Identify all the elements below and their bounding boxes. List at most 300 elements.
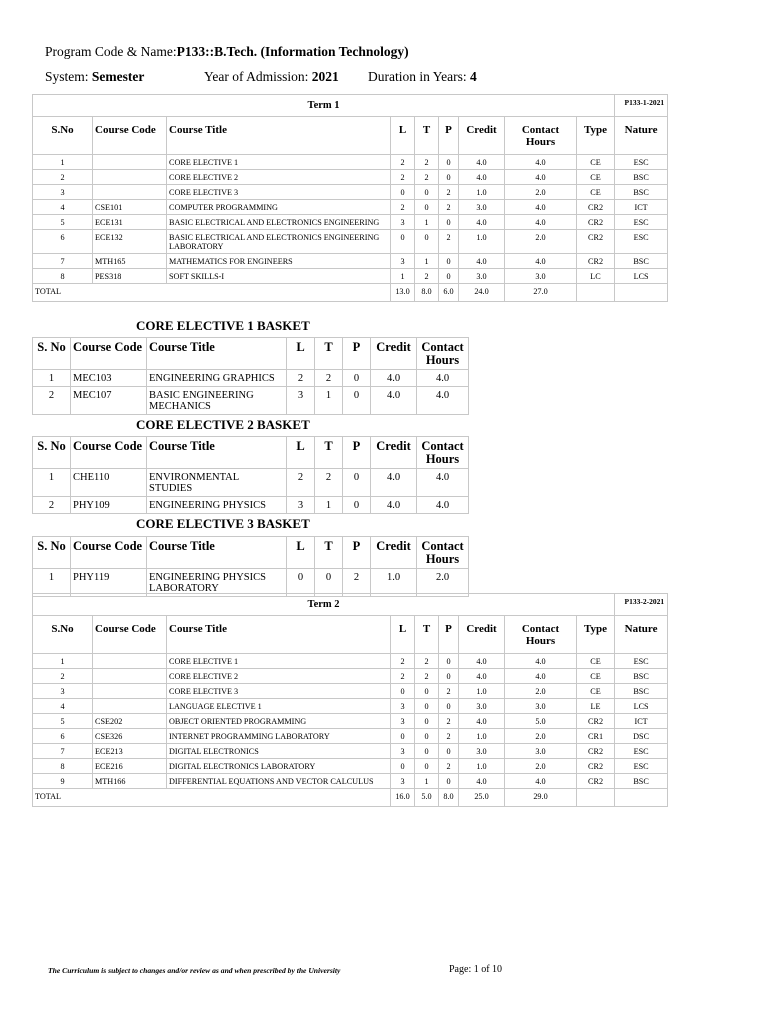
table-cell: LCS [615, 699, 668, 714]
table-cell: 0 [415, 759, 439, 774]
table-row [33, 200, 668, 215]
table-cell: 2.0 [505, 185, 577, 200]
table-cell [93, 654, 167, 669]
table-cell: 2 [315, 469, 343, 497]
column-header: P [439, 117, 459, 155]
table-row [33, 230, 668, 254]
curriculum-note: The Curriculum is subject to changes and/or review as and when prescribed by the University [48, 966, 341, 975]
basket-header-row [33, 437, 469, 469]
term-code: P133-1-2021 [615, 95, 668, 117]
column-header: S.No [33, 616, 93, 654]
table-cell: 4.0 [505, 254, 577, 269]
table-cell: ICT [615, 714, 668, 729]
table-cell: DIGITAL ELECTRONICS LABORATORY [167, 759, 391, 774]
table-cell: ESC [615, 230, 668, 254]
table-cell: MATHEMATICS FOR ENGINEERS [167, 254, 391, 269]
basket-3-table [32, 536, 469, 597]
column-header: T [315, 437, 343, 469]
table-cell: CHE110 [71, 469, 147, 497]
table-cell: CSE202 [93, 714, 167, 729]
total-empty-nature [615, 789, 668, 807]
column-header: Course Title [167, 117, 391, 155]
table-row [33, 185, 668, 200]
table-cell [93, 170, 167, 185]
table-cell: LCS [615, 269, 668, 284]
column-header: Contact Hours [417, 437, 469, 469]
basket-header-row [33, 537, 469, 569]
duration-header [368, 69, 477, 85]
column-header: Contact Hours [505, 616, 577, 654]
table-cell: 3 [33, 185, 93, 200]
table-cell: CR2 [577, 714, 615, 729]
table-cell: 4.0 [417, 370, 469, 387]
table-cell: 4.0 [417, 497, 469, 514]
table-cell: 3.0 [459, 200, 505, 215]
total-label: TOTAL [33, 284, 391, 302]
table-cell: CSE101 [93, 200, 167, 215]
table-cell: 0 [415, 699, 439, 714]
table-cell: 3 [391, 254, 415, 269]
column-header: Contact Hours [505, 117, 577, 155]
table-cell: 2.0 [505, 759, 577, 774]
table-cell: 8 [33, 759, 93, 774]
term-title: Term 1 [33, 95, 615, 117]
column-header: Course Title [147, 338, 287, 370]
table-cell: BSC [615, 684, 668, 699]
table-row [33, 654, 668, 669]
column-header: L [391, 616, 415, 654]
column-header: Type [577, 616, 615, 654]
term-1-table [32, 94, 668, 302]
table-cell: 4.0 [371, 387, 417, 415]
table-cell: 7 [33, 744, 93, 759]
table-cell: 4.0 [459, 669, 505, 684]
table-cell: 4.0 [459, 170, 505, 185]
table-cell: CE [577, 684, 615, 699]
table-cell: 1 [33, 654, 93, 669]
column-header: Course Code [71, 338, 147, 370]
basket-2-title: CORE ELECTIVE 2 BASKET [136, 417, 310, 432]
total-L: 16.0 [391, 789, 415, 807]
table-cell: 2 [33, 170, 93, 185]
table-cell: BASIC ENGINEERING MECHANICS [147, 387, 287, 415]
total-P: 8.0 [439, 789, 459, 807]
total-empty-nature [615, 284, 668, 302]
table-cell: 2 [439, 200, 459, 215]
term-title-row [33, 95, 668, 117]
table-cell: CORE ELECTIVE 3 [167, 684, 391, 699]
table-cell: 4.0 [459, 155, 505, 170]
table-cell: 9 [33, 774, 93, 789]
table-cell: 4.0 [505, 170, 577, 185]
table-cell: ESC [615, 155, 668, 170]
table-cell: PHY119 [71, 569, 147, 597]
table-row [33, 254, 668, 269]
program-header [45, 44, 409, 60]
column-header: L [287, 537, 315, 569]
table-cell: 2 [415, 269, 439, 284]
table-cell: 0 [439, 170, 459, 185]
table-cell: ENGINEERING GRAPHICS [147, 370, 287, 387]
column-header: S. No [33, 537, 71, 569]
table-cell: 0 [439, 699, 459, 714]
table-cell: 1 [415, 774, 439, 789]
table-cell: 1.0 [459, 729, 505, 744]
term-header-row [33, 117, 668, 155]
table-cell: MEC103 [71, 370, 147, 387]
table-cell: ESC [615, 744, 668, 759]
table-cell: 1 [415, 215, 439, 230]
table-cell: 1 [315, 497, 343, 514]
table-cell: 3 [391, 744, 415, 759]
column-header: L [391, 117, 415, 155]
table-cell: LC [577, 269, 615, 284]
table-cell: 2 [315, 370, 343, 387]
table-row [33, 469, 469, 497]
table-cell: 3 [287, 387, 315, 415]
system-header [45, 69, 144, 85]
table-cell: 0 [343, 497, 371, 514]
table-cell: 2 [415, 155, 439, 170]
column-header: S. No [33, 338, 71, 370]
table-cell: 0 [439, 654, 459, 669]
column-header: Nature [615, 616, 668, 654]
basket-1-title: CORE ELECTIVE 1 BASKET [136, 318, 310, 333]
table-cell: 2 [415, 669, 439, 684]
total-L: 13.0 [391, 284, 415, 302]
table-cell: DIGITAL ELECTRONICS [167, 744, 391, 759]
table-cell: 0 [415, 714, 439, 729]
table-row [33, 774, 668, 789]
table-cell: OBJECT ORIENTED PROGRAMMING [167, 714, 391, 729]
table-cell: 0 [287, 569, 315, 597]
column-header: T [315, 537, 343, 569]
column-header: T [315, 338, 343, 370]
table-cell: 2 [439, 759, 459, 774]
table-cell: 1.0 [371, 569, 417, 597]
table-cell: DIFFERENTIAL EQUATIONS AND VECTOR CALCULUS [167, 774, 391, 789]
table-row [33, 744, 668, 759]
table-cell: 0 [415, 729, 439, 744]
table-cell: LANGUAGE ELECTIVE 1 [167, 699, 391, 714]
table-cell: 1 [33, 370, 71, 387]
column-header: Course Code [93, 117, 167, 155]
column-header: P [343, 437, 371, 469]
column-header: P [439, 616, 459, 654]
column-header: Course Code [71, 537, 147, 569]
table-row [33, 215, 668, 230]
table-cell: 3 [33, 684, 93, 699]
table-cell: 2 [439, 714, 459, 729]
table-cell: CE [577, 170, 615, 185]
column-header: Course Title [147, 537, 287, 569]
total-empty-type [577, 284, 615, 302]
table-cell: 4.0 [417, 469, 469, 497]
table-cell [93, 699, 167, 714]
table-cell: ESC [615, 215, 668, 230]
table-cell: CR2 [577, 200, 615, 215]
table-cell: 2 [391, 654, 415, 669]
table-cell: MEC107 [71, 387, 147, 415]
basket-2-table [32, 436, 469, 514]
table-cell: CE [577, 654, 615, 669]
column-header: Credit [371, 437, 417, 469]
table-cell: 4.0 [505, 215, 577, 230]
total-T: 8.0 [415, 284, 439, 302]
year-value: 2021 [311, 69, 339, 84]
column-header: Nature [615, 117, 668, 155]
table-cell: 5 [33, 714, 93, 729]
system-label: System: [45, 69, 89, 84]
table-cell: 8 [33, 269, 93, 284]
table-cell: 0 [439, 254, 459, 269]
table-cell: 4.0 [505, 654, 577, 669]
table-cell: PHY109 [71, 497, 147, 514]
table-cell: 4.0 [505, 155, 577, 170]
table-cell: ECE213 [93, 744, 167, 759]
table-cell: 2 [415, 654, 439, 669]
table-cell [93, 155, 167, 170]
table-cell: MTH165 [93, 254, 167, 269]
table-row [33, 155, 668, 170]
column-header: Type [577, 117, 615, 155]
year-header [204, 69, 339, 85]
table-cell: 3 [391, 699, 415, 714]
table-cell: 3 [391, 714, 415, 729]
table-cell: 3.0 [459, 744, 505, 759]
table-cell: 0 [415, 185, 439, 200]
table-cell: 4.0 [505, 200, 577, 215]
total-T: 5.0 [415, 789, 439, 807]
table-cell: 5.0 [505, 714, 577, 729]
table-row [33, 387, 469, 415]
table-cell: CE [577, 185, 615, 200]
column-header: T [415, 616, 439, 654]
column-header: Course Code [71, 437, 147, 469]
table-cell: 1.0 [459, 759, 505, 774]
basket-1-table [32, 337, 469, 415]
table-row [33, 759, 668, 774]
column-header: Credit [459, 616, 505, 654]
table-row [33, 684, 668, 699]
table-cell: 0 [439, 269, 459, 284]
term-title: Term 2 [33, 594, 615, 616]
table-cell: 2 [439, 684, 459, 699]
table-cell: 2 [33, 497, 71, 514]
table-cell: 0 [439, 215, 459, 230]
column-header: L [287, 338, 315, 370]
table-cell: 0 [391, 759, 415, 774]
table-cell: BSC [615, 254, 668, 269]
table-cell: 4.0 [459, 654, 505, 669]
column-header: Course Code [93, 616, 167, 654]
table-cell [93, 185, 167, 200]
table-cell: 0 [439, 774, 459, 789]
table-cell: 3.0 [459, 699, 505, 714]
page-number: Page: 1 of 10 [449, 964, 503, 975]
table-cell: 3 [287, 497, 315, 514]
table-cell: 3 [391, 215, 415, 230]
table-cell: CORE ELECTIVE 2 [167, 669, 391, 684]
table-cell: CR2 [577, 774, 615, 789]
table-cell: 3.0 [505, 269, 577, 284]
table-cell: BASIC ELECTRICAL AND ELECTRONICS ENGINEERING LABORATORY [167, 230, 391, 254]
table-cell: 0 [415, 200, 439, 215]
table-cell: BASIC ELECTRICAL AND ELECTRONICS ENGINEERING [167, 215, 391, 230]
table-cell: MTH166 [93, 774, 167, 789]
total-P: 6.0 [439, 284, 459, 302]
column-header: S. No [33, 437, 71, 469]
table-cell: 2 [391, 669, 415, 684]
column-header: P [343, 338, 371, 370]
table-cell: 2 [391, 170, 415, 185]
table-cell: 4.0 [371, 370, 417, 387]
table-cell: 0 [343, 387, 371, 415]
table-cell: 1 [33, 569, 71, 597]
table-cell: COMPUTER PROGRAMMING [167, 200, 391, 215]
table-cell: CR2 [577, 759, 615, 774]
table-cell: 3.0 [505, 744, 577, 759]
table-cell: 4.0 [459, 215, 505, 230]
column-header: Course Title [167, 616, 391, 654]
table-cell: CORE ELECTIVE 1 [167, 155, 391, 170]
total-row [33, 284, 668, 302]
basket-header-row [33, 338, 469, 370]
table-cell: LE [577, 699, 615, 714]
table-cell: 2 [439, 729, 459, 744]
table-cell: 6 [33, 729, 93, 744]
table-cell: CSE326 [93, 729, 167, 744]
table-cell: 1.0 [459, 230, 505, 254]
program-value: P133::B.Tech. (Information Technology) [176, 44, 409, 59]
table-cell: 4.0 [459, 714, 505, 729]
column-header: T [415, 117, 439, 155]
table-cell: 3.0 [505, 699, 577, 714]
table-cell: CORE ELECTIVE 2 [167, 170, 391, 185]
table-cell: 4.0 [371, 497, 417, 514]
column-header: L [287, 437, 315, 469]
table-cell: 0 [415, 744, 439, 759]
table-cell [93, 669, 167, 684]
table-cell: CR2 [577, 215, 615, 230]
table-row [33, 669, 668, 684]
table-cell: 2.0 [505, 729, 577, 744]
term-header-row [33, 616, 668, 654]
table-cell: 4.0 [505, 669, 577, 684]
table-cell: 2 [287, 370, 315, 387]
table-cell: 4.0 [417, 387, 469, 415]
table-cell: 2 [287, 469, 315, 497]
table-cell: 4.0 [459, 774, 505, 789]
table-cell: SOFT SKILLS-I [167, 269, 391, 284]
table-cell: CR2 [577, 254, 615, 269]
table-cell: 1.0 [459, 684, 505, 699]
table-cell: 0 [391, 729, 415, 744]
total-label: TOTAL [33, 789, 391, 807]
table-cell: DSC [615, 729, 668, 744]
table-cell: 3 [391, 774, 415, 789]
table-cell: 1 [315, 387, 343, 415]
total-credit: 24.0 [459, 284, 505, 302]
table-cell: ESC [615, 654, 668, 669]
table-cell: BSC [615, 170, 668, 185]
table-row [33, 729, 668, 744]
table-row [33, 699, 668, 714]
table-cell: 0 [415, 230, 439, 254]
table-cell: ICT [615, 200, 668, 215]
duration-label: Duration in Years: [368, 69, 467, 84]
table-cell: 6 [33, 230, 93, 254]
table-cell: 1 [33, 469, 71, 497]
table-cell: CR2 [577, 744, 615, 759]
total-hours: 27.0 [505, 284, 577, 302]
column-header: Credit [371, 338, 417, 370]
column-header: P [343, 537, 371, 569]
table-cell: 1 [33, 155, 93, 170]
table-cell: ECE131 [93, 215, 167, 230]
table-cell: ECE132 [93, 230, 167, 254]
column-header: Credit [371, 537, 417, 569]
table-row [33, 569, 469, 597]
table-row [33, 370, 469, 387]
table-cell: 0 [439, 155, 459, 170]
table-cell: 4.0 [505, 774, 577, 789]
term-2-table [32, 593, 668, 807]
table-cell: 1.0 [459, 185, 505, 200]
table-cell: 4 [33, 200, 93, 215]
table-cell: 0 [391, 684, 415, 699]
table-cell: 2 [439, 185, 459, 200]
year-label: Year of Admission: [204, 69, 309, 84]
table-cell: ENGINEERING PHYSICS [147, 497, 287, 514]
total-credit: 25.0 [459, 789, 505, 807]
table-cell: 2 [391, 155, 415, 170]
table-cell: BSC [615, 185, 668, 200]
column-header: Contact Hours [417, 537, 469, 569]
table-row [33, 714, 668, 729]
table-row [33, 269, 668, 284]
table-cell: CR2 [577, 230, 615, 254]
table-row [33, 170, 668, 185]
table-cell: BSC [615, 669, 668, 684]
table-cell: ECE216 [93, 759, 167, 774]
table-cell: 0 [439, 744, 459, 759]
table-cell: 0 [343, 469, 371, 497]
table-cell: 0 [343, 370, 371, 387]
table-cell: 2 [33, 387, 71, 415]
column-header: Course Title [147, 437, 287, 469]
table-cell: 7 [33, 254, 93, 269]
system-value: Semester [91, 69, 145, 84]
table-cell: 4.0 [459, 254, 505, 269]
table-cell: 4.0 [371, 469, 417, 497]
table-cell: 2 [439, 230, 459, 254]
table-cell: ENVIRONMENTAL STUDIES [147, 469, 287, 497]
table-cell: 2.0 [505, 684, 577, 699]
table-cell: 1 [415, 254, 439, 269]
total-hours: 29.0 [505, 789, 577, 807]
table-cell: 2 [33, 669, 93, 684]
table-cell: ESC [615, 759, 668, 774]
table-cell: 2.0 [417, 569, 469, 597]
basket-3-title: CORE ELECTIVE 3 BASKET [136, 516, 310, 531]
table-cell: 3.0 [459, 269, 505, 284]
table-cell: 0 [315, 569, 343, 597]
table-cell: 2.0 [505, 230, 577, 254]
table-cell: 1 [391, 269, 415, 284]
table-cell: CORE ELECTIVE 1 [167, 654, 391, 669]
table-cell: 0 [391, 230, 415, 254]
